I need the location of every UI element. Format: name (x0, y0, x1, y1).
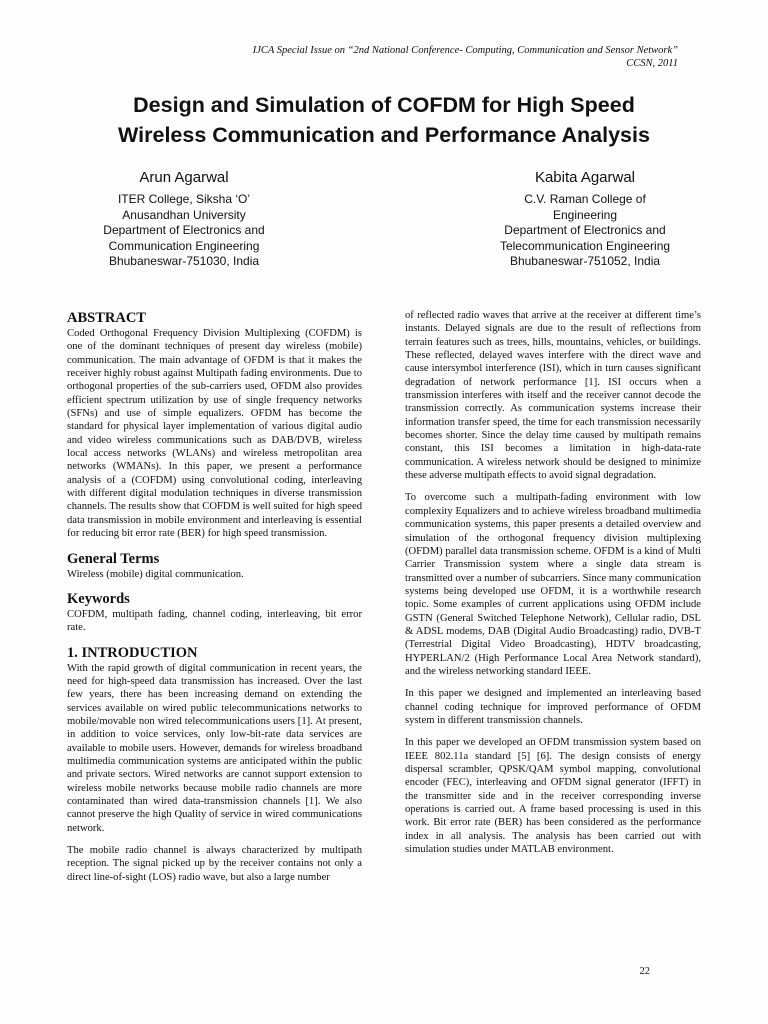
author-affiliation (472, 192, 698, 270)
affiliation-line: Bhubaneswar-751030, India (108, 254, 260, 268)
intro-paragraph-5: In this paper we designed and implemented an interleaving based channel coding technique for improved performance of OFDM system in different transmission channels. (405, 688, 701, 726)
issue-label: CCSN, 2011 (626, 58, 678, 69)
journal-name: IJCA Special Issue on “2nd National Conference- Computing, Communication and Sensor Network” (252, 45, 678, 56)
intro-paragraph-2: The mobile radio channel is always characterized by multipath reception. The signal picked up by the receiver contains not only a direct line-of-sight (LOS) radio wave, but also a large number (67, 845, 362, 883)
affiliation-line: Bhubaneswar-751052, India (509, 254, 661, 268)
author-name: Kabita Agarwal (534, 169, 636, 186)
author-affiliation (84, 192, 284, 270)
affiliation-line: C.V. Raman College of (524, 192, 646, 206)
left-column (67, 310, 362, 884)
abstract-text: Coded Orthogonal Frequency Division Multiplexing (COFDM) is one of the dominant techniques of present day wireless (mobile) communication. The main advantage of OFDM is that it makes the receiver highly robust against Multipath fading environments. Due to orthogonal properties of the sub-carriers used, OFDM also provides efficient spectrum utilization by use of single frequency networks (SFNs) and use of simple equalizers. OFDM has become the standard for physical layer implementation of various digital audio and video wireless communications such as DAB/DVB, wireless local access networks (WLANs) and wireless metropolitan area networks (WMANs). In this paper, we present a performance analysis of a (COFDM) using convolutional coding, interleaving with different digital modulation techniques in diverse transmission channels. The results show that COFDM is well suited for high speed data transmission in mobile environment and interleaving is essential for reducing bit error rate (BER) for high speed transmission. (67, 328, 362, 540)
introduction-heading: 1. INTRODUCTION (67, 644, 198, 661)
title-line-2: Wireless Communication and Performance Analysis (118, 123, 650, 147)
affiliation-line: Communication Engineering (108, 238, 260, 253)
general-terms-text: Wireless (mobile) digital communication. (67, 568, 244, 580)
affiliation-line: Engineering (552, 207, 618, 222)
intro-paragraph-1: With the rapid growth of digital communication in recent years, the need for high-speed data transmission has increased. Over the last few years, there has been increasing demand on extending the services available on wired public telecommunications networks to mobile/movable non wired telecommunications users [1]. At present, in addition to voice services, only low-bit-rate data services are available to mobile users. However, demands for wireless broadband multimedia communication systems are anticipated within the public and private sectors. Wired networks are cannot support extension to wireless mobile networks because mobile radio channels are more contaminated than wired data-transmission channels [1]. We also cannot preserve the high Quality of service in wired communications network. (67, 662, 362, 834)
author-name: Arun Agarwal (139, 169, 229, 186)
running-header (253, 44, 678, 70)
page-number: 22 (639, 966, 650, 977)
affiliation-line: Department of Electronics and (103, 223, 265, 237)
title-line-1: Design and Simulation of COFDM for High Speed (133, 93, 635, 117)
author-block-2 (472, 168, 698, 270)
intro-paragraph-4: To overcome such a multipath-fading environment with low complexity Equalizers and to achieve wireless broadband multimedia communication systems, this paper presents a detailed overview and simulation of the orthogonal frequency division multiplexing (OFDM) parallel data transmission scheme. OFDM is a kind of Multi Carrier Transmission system where a single data stream is transmitted over a number of subcarriers. Since many communication systems being developed use OFDM, it is a worthwhile research topic. Some examples of current applications using OFDM include GSTN (General Switched Telephone Network), Cellular radio, DSL & ADSL modems, DAB (Digital Audio Broadcasting) radio, DVB-T (Terrestrial Digital Video Broadcasting), HDTV broadcasting, HYPERLAN/2 (High Performance Local Area Network standard), and the wireless networking standard IEEE. (405, 492, 701, 677)
abstract-heading: ABSTRACT (67, 310, 146, 326)
keywords-text: COFDM, multipath fading, channel coding, interleaving, bit error rate. (67, 608, 362, 634)
general-terms-heading: General Terms (67, 550, 160, 567)
affiliation-line: ITER College, Siksha ‘O’ (117, 192, 251, 206)
affiliation-line: Department of Electronics and (504, 223, 666, 237)
intro-paragraph-6: In this paper we developed an OFDM transmission system based on IEEE 802.11a standard [5] [6]. The design consists of energy dispersal scrambler, QPSK/QAM symbol mapping, convolutional encoder (FEC), interleaving and OFDM signal generator (IFFT) in the transmitter side and in the receiver corresponding inverse operations is carried out. A frame based processing is used in this work. Bit error rate (BER) has been considered as the performance index in all analysis. The analysis has been carried out with simulation studies under MATLAB environment. (405, 737, 701, 856)
affiliation-line: Anusandhan University (122, 207, 246, 222)
paper-title (40, 90, 728, 150)
intro-paragraph-3: of reflected radio waves that arrive at the receiver at different time’s instants. Delayed signals are due to the result of reflections from terrain features such as trees, hills, mountains, vehicles, or buildings. These reflected, delayed waves interfere with the direct wave and cause intersymbol interference (ISI), which in turn causes significant degradation of network performance [1]. ISI occurs when a transmission interferes with itself and the receiver cannot decode the transmission correctly. As communication systems increase their information transfer speed, the time for each transmission necessarily becomes shorter. Since the delay time caused by multipath remains constant, this ISI becomes a limitation in high-data-rate communication. A wireless network should be designed to minimize these adverse multipath effects to avoid signal degradation. (405, 310, 701, 482)
affiliation-line: Telecommunication Engineering (499, 238, 671, 253)
right-column (405, 309, 701, 856)
keywords-heading: Keywords (67, 590, 130, 607)
author-block-1 (84, 168, 284, 270)
